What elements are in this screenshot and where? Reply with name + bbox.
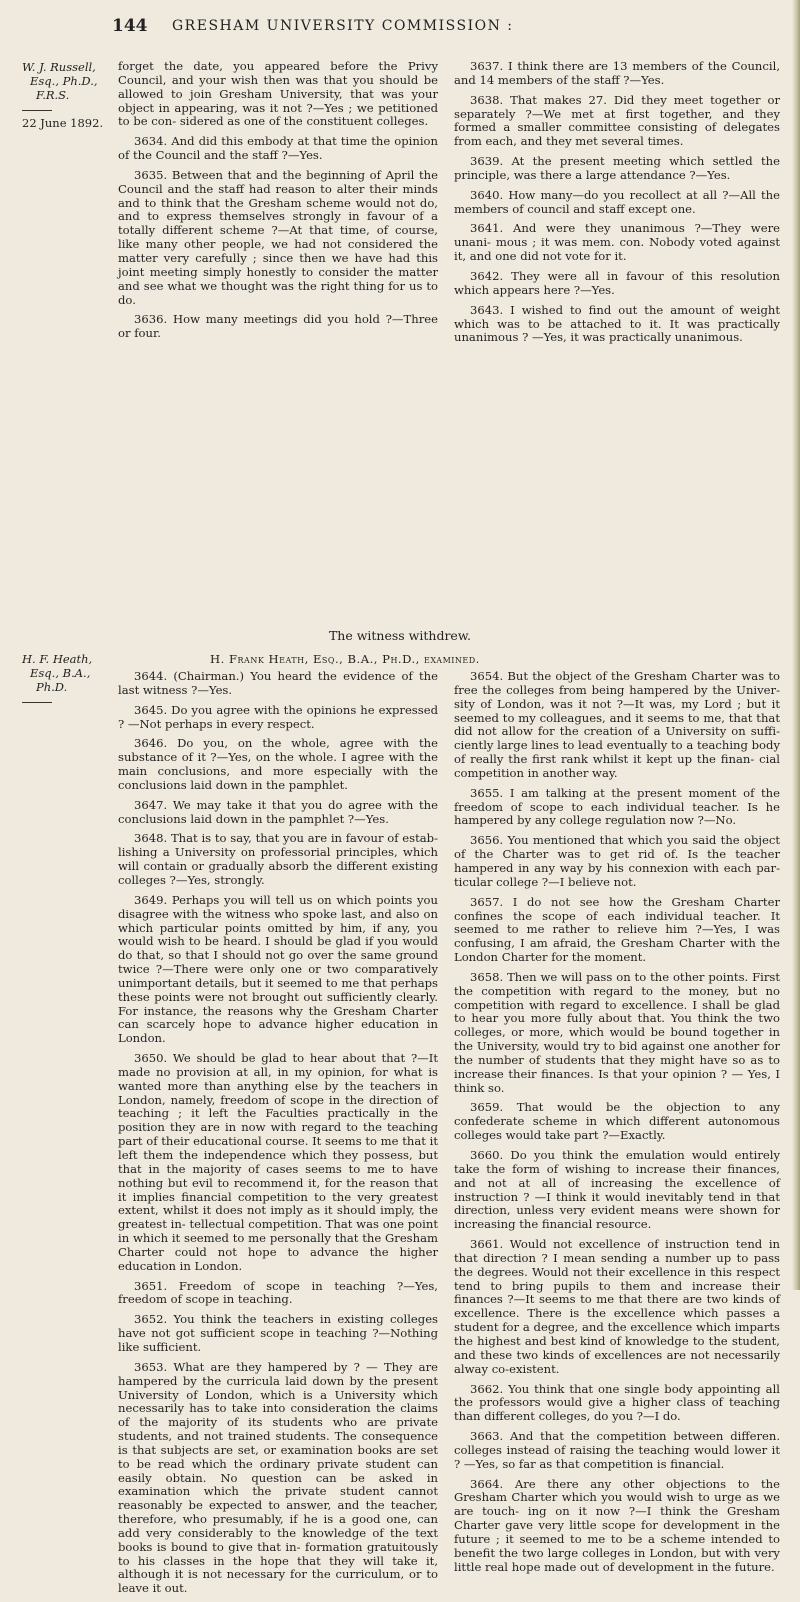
margin-witness-degree: Esq., Ph.D.,: [30, 74, 98, 88]
section2-left-column: [118, 670, 438, 1602]
paragraph: 3656. You mentioned that which you said the object of the Charter was to get rid of. Is the teacher hampered in any way by his connexion with each par- ticular college ?—I believe not.: [454, 833, 780, 889]
paragraph: 3638. That makes 27. Did they meet together or separately ?—We met at first together, and they formed a smaller committee consisting of delegates from each, and they met several times.: [454, 92, 780, 149]
paragraph: 3648. That is to say, that you are in favour of estab- lishing a University on professorial principles, which will contain or gradually absorb the different existing colleges ?—Yes, strongly.: [118, 831, 438, 887]
paragraph: 3640. How many—do you recollect at all ?—All the members of council and staff except one.: [454, 187, 780, 216]
paragraph: 3650. We should be glad to hear about that ?—It made no provision at all, in my opinion, for what is wanted more than anything else by the teachers in London, namely, freedom of scope in the direction of teaching ; it left the Faculties practically in the position they are in now with regard to the teaching part of their educational course. It seems to me that it left them the independence which they possess, but that in the majority of cases seems to me to have nothing but evil to recommend it, for the reason that it implies financial competition to the very greatest extent, whilst it does not imply as it should imply, the greatest in- tellectual competition. That was one point in which it seemed to me personally that the Gresham Charter could not hope to advance the higher education in London.: [118, 1051, 438, 1273]
paragraph: 3655. I am talking at the present moment of the freedom of scope to each individual teacher. Is he hampered by any college regulation now ?—No.: [454, 785, 780, 828]
running-title: GRESHAM UNIVERSITY COMMISSION :: [172, 18, 514, 34]
paragraph: 3641. And were they unanimous ?—They were unani- mous ; it was mem. con. Nobody voted against it, and one did not vote for it.: [454, 221, 780, 264]
paragraph: 3643. I wished to find out the amount of weight which was to be attached to it. It was practically unanimous ? —Yes, it was practically unanimous.: [454, 302, 780, 345]
margin-date: 22 June 1892.: [22, 116, 104, 130]
paragraph: 3651. Freedom of scope in teaching ?—Yes, freedom of scope in teaching.: [118, 1278, 438, 1307]
paragraph: 3644. (Chairman.) You heard the evidence of the last witness ?—Yes.: [118, 669, 438, 697]
page-number: 144: [112, 16, 148, 36]
paragraph: forget the date, you appeared before the Privy Council, and your wish then was that you should be allowed to join Gresham University, that was your object in appearing, was it not ?—Yes ; we petitioned to be con- sidered as one of the constituent colleges.: [118, 59, 438, 129]
paragraph: 3661. Would not excellence of instruction tend in that direction ? I mean sending a number up to pass the degrees. Would not their excellence in this respect tend to bring pupils to them and increase their finances ?—It seems to me that there are two kinds of excellence. There is the excellence which passes a student for a degree, and the excellence which imparts the highest and best kind of knowledge to the student, and these two kinds of excellences are not necessarily alway co-existent.: [454, 1237, 780, 1376]
paragraph: 3639. At the present meeting which settled the principle, was there a large attendance ?—Yes.: [454, 154, 780, 182]
margin-witness-name: H. F. Heath,: [22, 652, 93, 666]
section1-right-column: [454, 60, 780, 351]
paragraph: 3637. I think there are 13 members of the Council, and 14 members of the staff ?—Yes.: [454, 59, 780, 87]
paragraph: 3657. I do not see how the Gresham Charter confines the scope of each individual teacher. It seemed to me rather to relieve him ?—Yes, I was confusing, I am afraid, the Gresham Charter with the London Charter for the moment.: [454, 894, 780, 965]
margin-witness-doctorate: Ph.D.: [36, 680, 68, 694]
paragraph: 3635. Between that and the beginning of April the Council and the staff had reason to alter their minds and to think that the Gresham scheme would not do, and to express themselves strongly in favour of a totally different scheme ?—At that time, of course, like many other people, we had not considered the matter very carefully ; since then we have had this joint meeting simply honestly to consider the matter and see what we thought was the right thing for us to do.: [118, 167, 438, 307]
paragraph: 3647. We may take it that you do agree with the conclusions laid down in the pamphlet ?—Yes.: [118, 797, 438, 826]
paragraph: 3654. But the object of the Gresham Charter was to free the colleges from being hampered by the Univer- sity of London, was it not ?—It was, my Lord ; but it seemed to my colleagues, and it seems to me, that that did not allow for the creation of a University on suffi- ciently large lines to lead eventually to a teaching body of really the first rank whilst it kept up the finan- cial competition in another way.: [454, 669, 780, 780]
page-edge: [792, 0, 800, 1290]
paragraph: 3659. That would be the objection to any confederate scheme in which different autonomous colleges would take part ?—Exactly.: [454, 1100, 780, 1143]
paragraph: 3642. They were all in favour of this resolution which appears here ?—Yes.: [454, 268, 780, 297]
paragraph: 3662. You think that one single body appointing all the professors would give a higher class of teaching than different colleges, do you ?—I do.: [454, 1381, 780, 1424]
margin-witness-name: W. J. Russell,: [22, 60, 96, 74]
paragraph: 3649. Perhaps you will tell us on which points you disagree with the witness who spoke last, and also on which particular points omitted by him, if any, you would wish to be heard. I should be glad if you would do that, so that I should not go over the same ground twice ?—There were only one or two comparatively unimportant details, but it seemed to me that perhaps these points were not brought out sufficiently clearly. For instance, the reasons why the Gresham Charter can scarcely hope to advance higher education in London.: [118, 892, 438, 1046]
paragraph: 3663. And that the competition between differen. colleges instead of raising the teaching would lower it ? —Yes, so far as that competition is financial.: [454, 1429, 780, 1471]
paragraph: 3636. How many meetings did you hold ?—Three or four.: [118, 312, 438, 341]
paragraph: 3634. And did this embody at that time the opinion of the Council and the staff ?—Yes.: [118, 134, 438, 163]
paragraph: 3652. You think the teachers in existing colleges have not got sufficient scope in teaching ?—Nothing like sufficient.: [118, 1312, 438, 1354]
margin-note-witness-1: [22, 60, 114, 130]
paragraph: 3653. What are they hampered by ? — They are hampered by the curricula laid down by the present University of London, which is a University which necessarily has to take into consideration the claims of the majority of its students who are private students, and not trained students. The consequence is that subjects are set, or examination books are set to be read which the ordinary private student can easily obtain. No question can be asked in examination which the private student cannot reasonably be expected to answer, and the teacher, therefore, who presumably, if he is a good one, can add very considerably to the knowledge of the text books is bound to give that in- formation gratuitously to his classes in the hope that they will take it, although it is not necessary for the curriculum, or to leave it out.: [118, 1359, 438, 1596]
page-header: [112, 16, 762, 42]
paragraph: 3658. Then we will pass on to the other points. First the competition with regard to the money, but no competition with regard to excellence. I shall be glad to hear you more fully about that. You think the two colleges, or more, which would be bound together in the University, would try to bid against one another for the number of students that they might have so as to increase their finances. Is that your opinion ? — Yes, I think so.: [454, 969, 780, 1095]
margin-note-witness-2: [22, 652, 114, 708]
margin-witness-degree: Esq., B.A.,: [30, 666, 91, 680]
paragraph: 3660. Do you think the emulation would entirely take the form of wishing to increase their finances, and not at all of increasing the excellence of instruction ? —I think it would inevitably tend in that direction, unless very evident means were shown for increasing the financial resource.: [454, 1148, 780, 1232]
paragraph: 3646. Do you, on the whole, agree with the substance of it ?—Yes, on the whole. I agree with the main conclusions, and more especially with the conclusions laid down in the pamphlet.: [118, 736, 438, 792]
section2-right-column: [454, 670, 780, 1580]
paragraph: 3664. Are there any other objections to the Gresham Charter which you would wish to urge as we are touch- ing on it now ?—I think the Gresham Charter gave very little scope for development in the future ; it seemed to me to be a scheme intended to benefit the two large colleges in London, but with very little real hope made out of development in the future.: [454, 1476, 780, 1574]
section1-left-column: [118, 60, 438, 347]
margin-witness-fellowship: F.R.S.: [36, 88, 70, 102]
witness-withdrew: The witness withdrew.: [328, 628, 472, 643]
paragraph: 3645. Do you agree with the opinions he expressed ? —Not perhaps in every respect.: [118, 702, 438, 731]
witness-heading: H. Frank Heath, Esq., B.A., Ph.D., examined.: [210, 652, 480, 666]
